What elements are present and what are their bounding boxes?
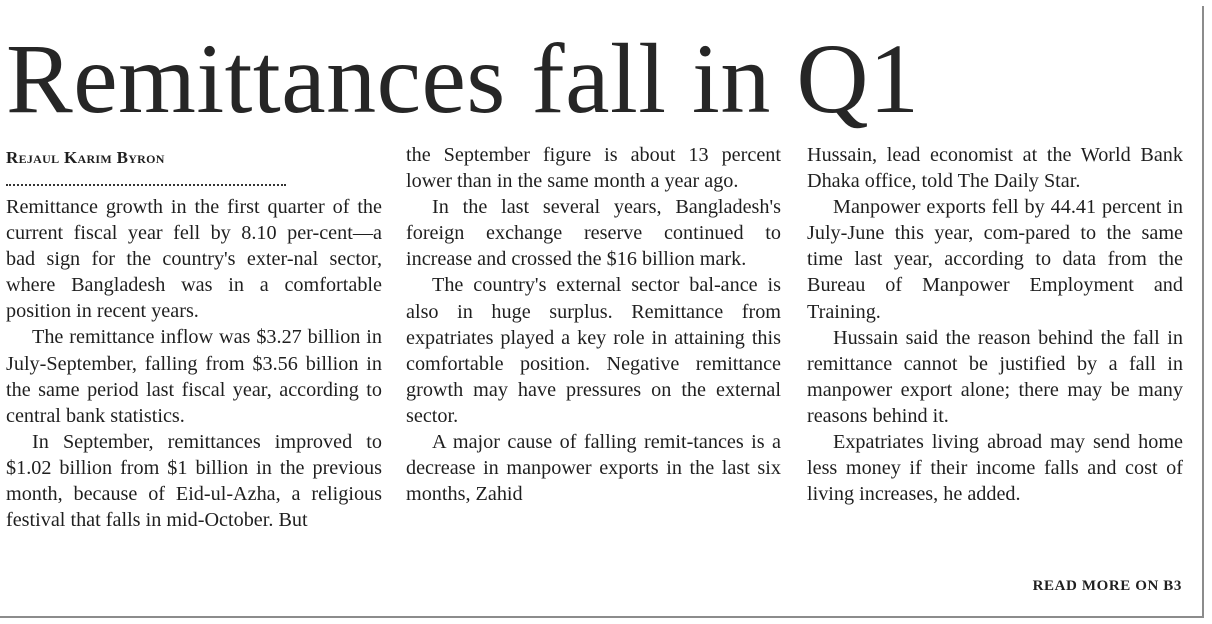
read-more-link[interactable]: READ MORE ON B3 bbox=[1032, 578, 1182, 594]
article-column-2 bbox=[406, 142, 781, 507]
article-paragraph: Remittance growth in the first quarter of the current fiscal year fell by 8.10 per-cent—a bad sign for the country's exter-nal sector, where Bangladesh was in a comfortable position in recent years. bbox=[6, 196, 382, 323]
article-paragraph: The remittance inflow was $3.27 billion in July-September, falling from $3.56 billion in the same period last fiscal year, according to central bank statistics. bbox=[6, 326, 382, 427]
clipping-border-bottom bbox=[0, 616, 1204, 618]
byline: Rejaul Karim Byron bbox=[6, 148, 165, 167]
article-paragraph: the September figure is about 13 percent lower than in the same month a year ago. bbox=[406, 144, 781, 193]
headline: Remittances fall in Q1 bbox=[6, 23, 920, 134]
article-paragraph: Expatriates living abroad may send home less money if their income falls and cost of living increases, he added. bbox=[807, 431, 1183, 506]
article-paragraph: In the last several years, Bangladesh's foreign exchange reserve continued to increase and crossed the $16 billion mark. bbox=[406, 196, 781, 271]
article-paragraph: Manpower exports fell by 44.41 percent in July-June this year, com-pared to the same time last year, according to data from the Bureau of Manpower Employment and Training. bbox=[807, 196, 1183, 323]
clipping-border-right bbox=[1202, 6, 1204, 618]
article-column-1 bbox=[6, 142, 382, 533]
article-column-3 bbox=[807, 142, 1183, 507]
article-paragraph: A major cause of falling remit-tances is a decrease in manpower exports in the last six months, Zahid bbox=[406, 431, 781, 506]
article-paragraph: Hussain, lead economist at the World Bank Dhaka office, told The Daily Star. bbox=[807, 144, 1183, 193]
article-paragraph: In September, remittances improved to $1.02 billion from $1 billion in the previous month, because of Eid-ul-Azha, a religious festival that falls in mid-October. But bbox=[6, 430, 382, 532]
article-paragraph: The country's external sector bal-ance is also in huge surplus. Remittance from expatriates played a key role in attaining this comfortable position. Negative remittance growth may have pressures on the external sector. bbox=[406, 274, 781, 427]
article-paragraph: Hussain said the reason behind the fall in remittance cannot be justified by a fall in manpower export alone; there may be many reasons behind it. bbox=[807, 326, 1183, 427]
